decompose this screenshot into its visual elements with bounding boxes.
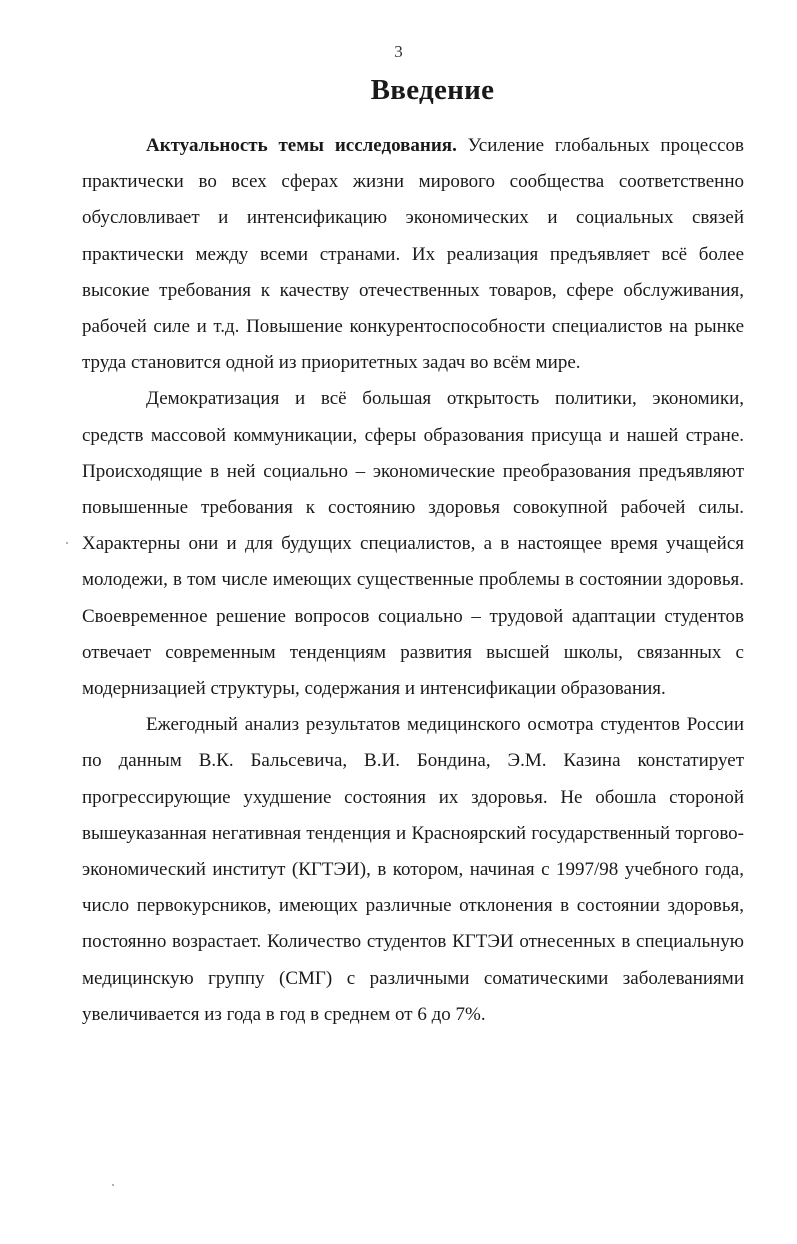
paragraph-text: Усиление глобальных процессов практически во всех сферах жизни мирового сообщества соответственно обусловливает и интенсификацию экономических и социальных связей практически между всеми странами. Их реализация предъявляет всё более высокие требования к качеству отечественных товаров, сфере обслуживания, рабочей силе и т.д. Повышение конкурентоспособности специалистов на рынке труда становится одной из приоритетных задач во всём мире. [82,135,744,374]
page-title: Введение [370,74,495,106]
paragraph-text: Ежегодный анализ результатов медицинского осмотра студентов России по данным В.К. Бальсевича, В.И. Бондина, Э.М. Казина констатирует прогрессирующие ухудшение состояния их здоровья. Не обошла стороной вышеуказанная негативная тенденция и Красноярский государственный торгово-экономический институт (КГТЭИ), в котором, начиная с 1997/98 учебного года, число первокурсников, имеющих различные отклонения в состоянии здоровья, постоянно возрастает. Количество студентов КГТЭИ отнесенных в специальную медицинскую группу (СМГ) с различными соматическими заболеваниями увеличивается из года в год в среднем от 6 до 7%. [82,714,744,1025]
scan-speck [66,542,68,544]
paragraph-relevance [82,128,744,381]
paragraph-democratization [82,381,744,707]
page-number: 3 [394,42,403,61]
body-text [82,128,744,1033]
paragraph-lead: Актуальность темы исследования. [146,135,457,156]
scan-speck [112,1184,114,1186]
paragraph-analysis [82,707,744,1033]
paragraph-text: Демократизация и всё большая открытость политики, экономики, средств массовой коммуникации, сферы образования присуща и нашей стране. Происходящие в ней социально – экономические преобразования предъявляют повышенные требования к состоянию здоровья совокупной рабочей силы. Характерны они и для будущих специалистов, а в настоящее время учащейся молодежи, в том числе имеющих существенные проблемы в состоянии здоровья. Своевременное решение вопросов социально – трудовой адаптации студентов отвечает современным тенденциям развития высшей школы, связанных с модернизацией структуры, содержания и интенсификации образования. [82,388,744,700]
